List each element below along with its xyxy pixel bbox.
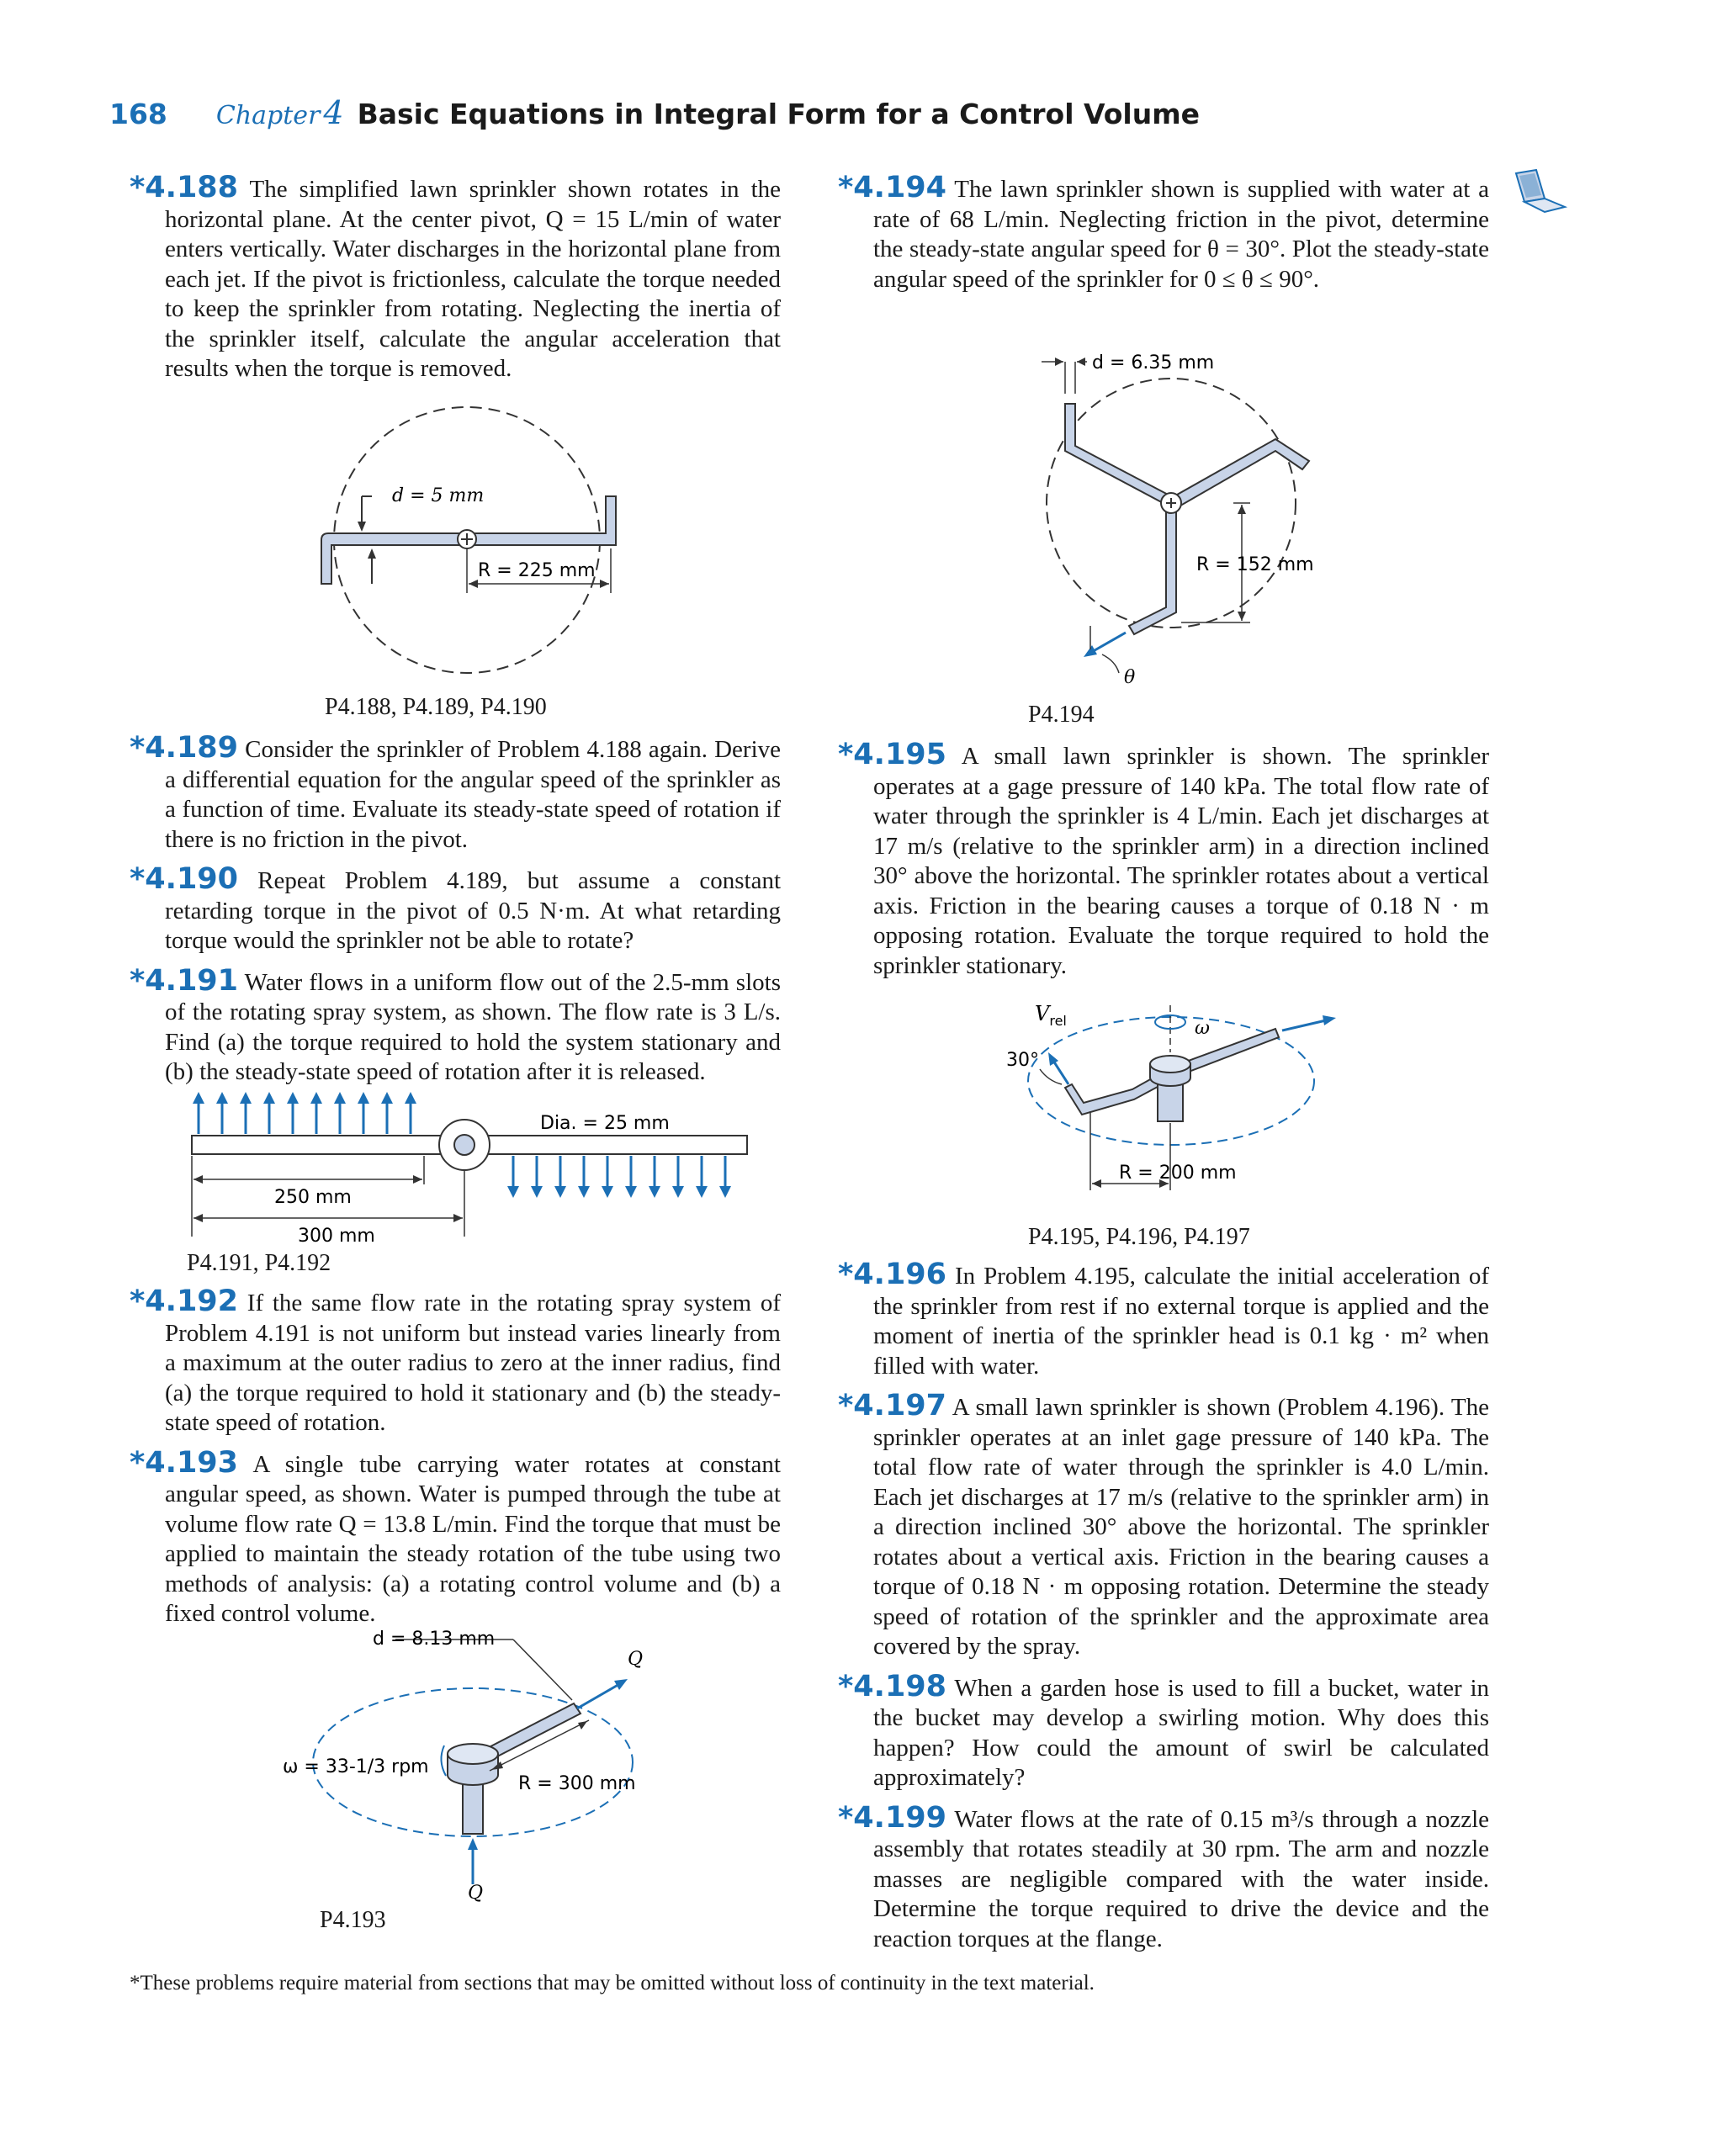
chapter-title: Basic Equations in Integral Form for a Control Volume	[357, 98, 1200, 130]
v-label: $V_{rel}$	[1035, 1002, 1067, 1029]
figure-3-caption: P4.193	[320, 1907, 386, 1933]
len2-label: 300 mm	[298, 1226, 375, 1247]
figure-4-caption: P4.194	[1028, 702, 1095, 728]
figure-rotating-tube	[278, 1628, 665, 1905]
figure-spray-arm	[180, 1085, 761, 1253]
d-label: d = 6.35 mm	[1092, 352, 1215, 373]
q-out-label: Q	[628, 1649, 644, 1670]
angle-label: 30°	[1006, 1050, 1039, 1071]
chapter-word: Chapter	[215, 101, 321, 130]
figure-three-arm-sprinkler	[1031, 336, 1334, 690]
d-label: d = 5 mm	[392, 485, 485, 506]
problem-4-196: *4.196 In Problem 4.195, calculate the initial acceleration of the sprinkler from rest if no external torque is applied and the moment of inertia of the sprinkler head is 0.1 kg · m² when filled with water.	[838, 1258, 1489, 1380]
problem-4-188: *4.188 The simplified lawn sprinkler shown rotates in the horizontal plane. At the center pivot, Q = 15 L/min of water enters vertically. Water discharges in the horizontal plane from each jet. If the pivot is frictionless, calculate the torque needed to keep the sprinkler from rotating. Neglecting the inertia of the sprinkler itself, calculate the angular acceleration that results when the torque is removed.	[130, 171, 781, 382]
right-column-top	[838, 173, 1489, 294]
omega-label: ω	[1195, 1018, 1210, 1039]
dia-label: Dia. = 25 mm	[540, 1113, 670, 1134]
problem-4-189: *4.189 Consider the sprinkler of Problem 4.188 again. Derive a differential equation for the angular speed of the sprinkler as a function of time. Evaluate its steady-state speed of rotation if there is no friction in the pivot.	[130, 731, 781, 853]
r-label: R = 152 mm	[1196, 554, 1314, 575]
figure-small-sprinkler	[1006, 997, 1360, 1203]
problem-4-193: *4.193 A single tube carrying water rotates at constant angular speed, as shown. Water is pumped through the tube at volume flow rate Q = 13.8 L/min. Find the torque that must be applied to maintain the steady rotation of the tube using two methods of analysis: (a) a rotating control volume and (b) a fixed control volume.	[130, 1445, 781, 1627]
problem-4-190: *4.190 Repeat Problem 4.189, but assume a constant retarding torque in the pivot of 0.5 N·m. At what retarding torque would the sprinkler not be able to rotate?	[130, 862, 781, 954]
problem-4-194: *4.194 The lawn sprinkler shown is supplied with water at a rate of 68 L/min. Neglecting friction in the pivot, determine the steady-state angular speed for θ = 30°. Plot the steady-state angular speed of the sprinkler for 0 ≤ θ ≤ 90°.	[838, 171, 1489, 293]
problem-4-192: *4.192 If the same flow rate in the rotating spray system of Problem 4.191 is not uniform but instead varies linearly from a maximum at the outer radius to zero at the inner radius, find (a) the torque required to hold it stationary and (b) the steady-state speed of rotation.	[130, 1285, 781, 1436]
downward-flow-arrows	[507, 1156, 731, 1198]
left-column-top	[130, 173, 781, 384]
q-in-label: Q	[468, 1883, 484, 1904]
page-number: 168	[109, 98, 167, 130]
d-label: d = 8.13 mm	[373, 1629, 496, 1650]
r-label: R = 300 mm	[518, 1773, 636, 1794]
problem-4-191: *4.191 Water flows in a uniform flow out of the 2.5-mm slots of the rotating spray system, as shown. The flow rate is 3 L/s. Find (a) the torque required to hold the system stationary and (b) the steady-state speed of rotation after it is released.	[130, 963, 781, 1085]
right-column-bottom	[838, 1260, 1489, 1954]
figure-sprinkler-straight	[311, 395, 631, 686]
problem-4-197: *4.197 A small lawn sprinkler is shown (Problem 4.196). The sprinkler operates at an inlet gage pressure of 140 kPa. The total flow rate of water through the sprinkler is 4.0 L/min. Each jet discharges at 17 m/s (relative to the sprinkler arm) in a direction inclined 30° above the horizontal. The sprinkler rotates about a vertical axis. Friction in the bearing causes a torque of 0.18 N · m opposing rotation. Determine the steady speed of rotation of the sprinkler and the approximate area covered by the spray.	[838, 1389, 1489, 1660]
right-column-middle	[838, 740, 1489, 981]
left-column-middle	[130, 731, 781, 1088]
page-header	[109, 94, 1200, 136]
figure-5-caption: P4.195, P4.196, P4.197	[1028, 1224, 1250, 1250]
upward-flow-arrows	[193, 1092, 416, 1134]
len1-label: 250 mm	[274, 1187, 352, 1208]
laptop-icon	[1511, 168, 1568, 217]
figure-1-caption: P4.188, P4.189, P4.190	[325, 694, 547, 720]
problem-4-198: *4.198 When a garden hose is used to fill a bucket, water in the bucket may develop a swirling motion. Why does this happen? How could the amount of swirl be calculated approximately?	[838, 1669, 1490, 1791]
figure-2-caption: P4.191, P4.192	[187, 1250, 331, 1276]
theta-label: θ	[1124, 667, 1136, 688]
chapter-number: 4	[323, 94, 344, 131]
r-label: R = 225 mm	[478, 560, 596, 581]
left-column-bottom	[130, 1287, 781, 1629]
r-label: R = 200 mm	[1119, 1163, 1237, 1184]
footnote: *These problems require material from sections that may be omitted without loss of continuity in the text material.	[130, 1972, 1095, 1994]
problem-4-195: *4.195 A small lawn sprinkler is shown. The sprinkler operates at a gage pressure of 140 kPa. The total flow rate of water through the sprinkler is 4 L/min. Each jet discharges at 17 m/s (relative to the sprinkler arm) in a direction inclined 30° above the horizontal. The sprinkler rotates about a vertical axis. Friction in the bearing causes a torque of 0.18 N · m opposing rotation. Evaluate the torque required to hold the sprinkler stationary.	[838, 738, 1489, 979]
problem-4-199: *4.199 Water flows at the rate of 0.15 m³/s through a nozzle assembly that rotates steadily at 30 rpm. The arm and nozzle masses are negligible compared with the water inside. Determine the torque required to drive the device and the reaction torques at the flange.	[838, 1800, 1489, 1952]
omega-label: ω = 33-1/3 rpm	[283, 1756, 429, 1777]
